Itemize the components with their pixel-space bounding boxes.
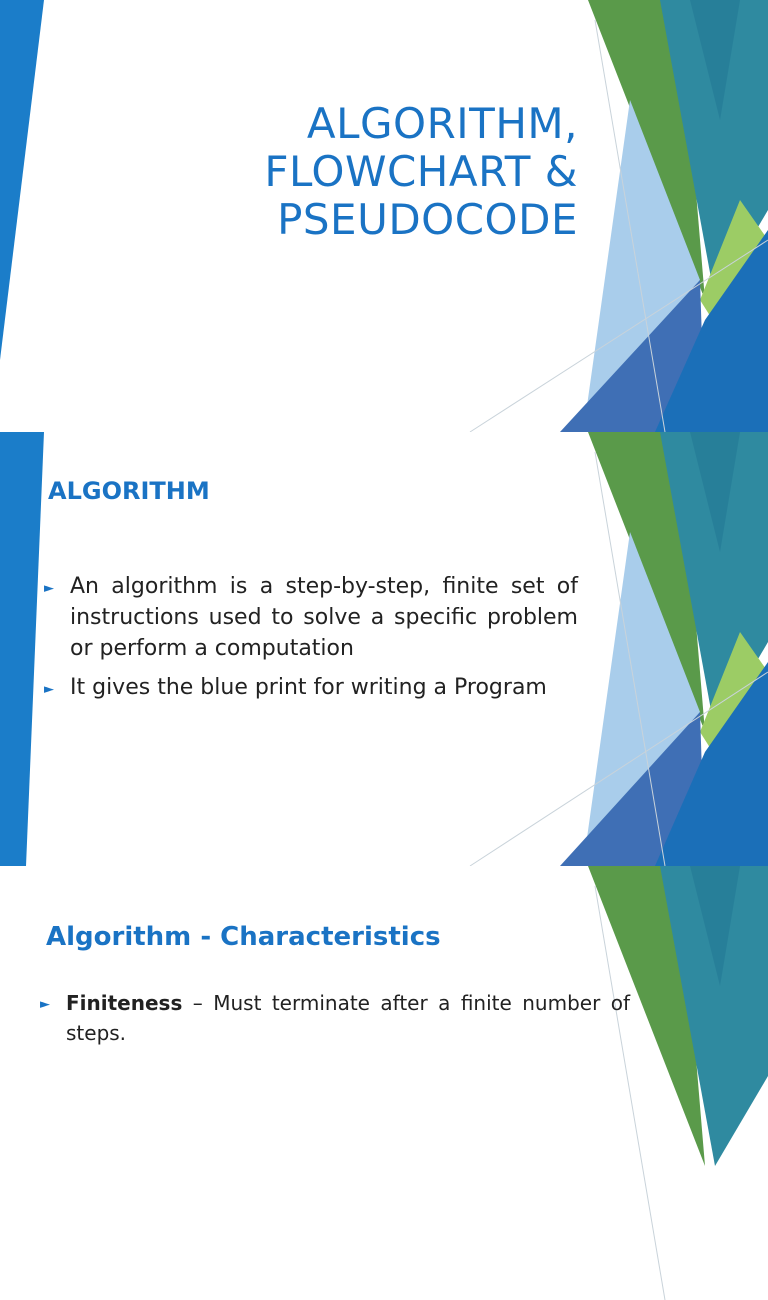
title-line-1: ALGORITHM,: [306, 99, 578, 148]
algorithm-slide: [0, 432, 768, 866]
triangle-bullet-icon: ►: [44, 581, 54, 596]
bullet-text: It gives the blue print for writing a Program: [70, 675, 547, 700]
triangle-bullet-icon: ►: [40, 997, 50, 1012]
list-item: [44, 672, 578, 703]
list-item: [44, 571, 578, 664]
bullet-text: – Must terminate after a finite number of steps.: [66, 991, 630, 1045]
slide-heading: Algorithm - Characteristics: [46, 922, 441, 952]
title-slide: [0, 0, 768, 432]
bullet-text: An algorithm is a step-by-step, finite set of instructions used to solve a specific problem or perform a computation: [70, 574, 578, 661]
slide-heading: ALGORITHM: [48, 477, 210, 505]
bullet-list: [44, 571, 578, 711]
title-line-3: PSEUDOCODE: [277, 195, 578, 244]
characteristics-slide: [0, 866, 768, 1045]
slide-title: [264, 100, 578, 244]
list-item: [40, 988, 630, 1048]
bullet-list: [40, 988, 630, 1056]
term-label: Finiteness: [66, 991, 183, 1015]
title-line-2: FLOWCHART &: [264, 147, 578, 196]
triangle-bullet-icon: ►: [44, 682, 54, 697]
